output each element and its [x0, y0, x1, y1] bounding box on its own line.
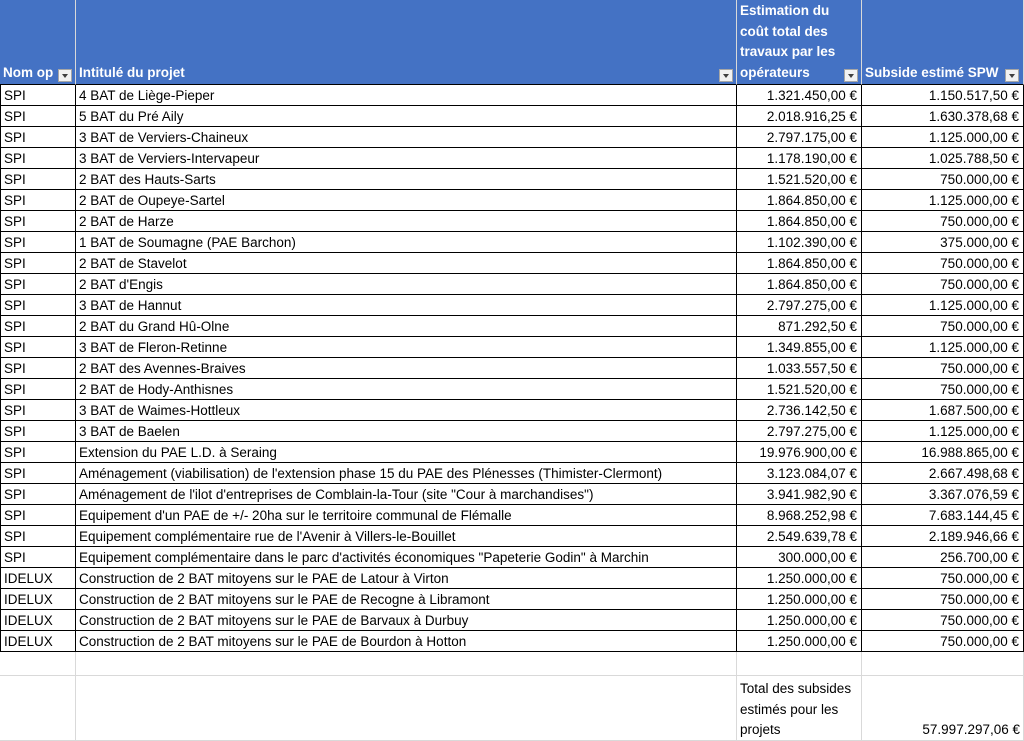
table-row — [0, 190, 1024, 211]
table-row — [0, 127, 1024, 148]
cell-intitule[interactable]: 3 BAT de Baelen — [76, 421, 737, 442]
cell-estimation[interactable]: 2.797.275,00 € — [737, 421, 862, 442]
header-cell-intitule[interactable] — [76, 0, 737, 85]
cell-estimation[interactable]: 1.321.450,00 € — [737, 85, 862, 106]
cell-intitule[interactable]: 2 BAT des Avennes-Braives — [76, 358, 737, 379]
cell-estimation[interactable]: 1.864.850,00 € — [737, 253, 862, 274]
filter-dropdown-icon[interactable] — [719, 69, 733, 82]
table-row — [0, 589, 1024, 610]
cell-subside[interactable]: 750.000,00 € — [862, 316, 1024, 337]
table-row — [0, 232, 1024, 253]
cell-subside[interactable]: 1.125.000,00 € — [862, 421, 1024, 442]
cell-estimation[interactable]: 2.018.916,25 € — [737, 106, 862, 127]
table-row — [0, 442, 1024, 463]
cell-nom-op[interactable]: SPI — [0, 169, 76, 190]
cell-subside[interactable]: 2.667.498,68 € — [862, 463, 1024, 484]
cell-subside[interactable]: 750.000,00 € — [862, 379, 1024, 400]
cell-estimation[interactable]: 2.549.639,78 € — [737, 526, 862, 547]
cell-intitule[interactable]: Equipement d'un PAE de +/- 20ha sur le territoire communal de Flémalle — [76, 505, 737, 526]
cell-intitule[interactable]: Aménagement (viabilisation) de l'extension phase 15 du PAE des Plénesses (Thimister-Clermont) — [76, 463, 737, 484]
cell-intitule[interactable]: Construction de 2 BAT mitoyens sur le PAE de Barvaux à Durbuy — [76, 610, 737, 631]
empty-cell[interactable] — [862, 652, 1024, 676]
cell-subside[interactable]: 1.125.000,00 € — [862, 127, 1024, 148]
cell-intitule[interactable]: Extension du PAE L.D. à Seraing — [76, 442, 737, 463]
cell-nom-op[interactable]: IDELUX — [0, 610, 76, 631]
table-row — [0, 106, 1024, 127]
cell-estimation[interactable]: 1.521.520,00 € — [737, 169, 862, 190]
header-label-nom-op: Nom op — [3, 64, 54, 80]
cell-nom-op[interactable]: IDELUX — [0, 589, 76, 610]
cell-nom-op[interactable]: SPI — [0, 190, 76, 211]
cell-subside[interactable]: 750.000,00 € — [862, 589, 1024, 610]
cell-intitule[interactable]: 2 BAT du Grand Hû-Olne — [76, 316, 737, 337]
cell-estimation[interactable]: 1.864.850,00 € — [737, 274, 862, 295]
cell-nom-op[interactable]: SPI — [0, 295, 76, 316]
cell-subside[interactable]: 750.000,00 € — [862, 274, 1024, 295]
filter-dropdown-icon[interactable] — [844, 69, 858, 82]
cell-intitule[interactable]: 3 BAT de Hannut — [76, 295, 737, 316]
table-row — [0, 631, 1024, 652]
empty-cell[interactable] — [76, 652, 737, 676]
cell-nom-op[interactable]: SPI — [0, 85, 76, 106]
cell-nom-op[interactable]: SPI — [0, 316, 76, 337]
total-label: Total des subsides estimés pour les projets — [740, 681, 852, 737]
table-row — [0, 253, 1024, 274]
cell-estimation[interactable]: 8.968.252,98 € — [737, 505, 862, 526]
cell-estimation[interactable]: 1.521.520,00 € — [737, 379, 862, 400]
cell-nom-op[interactable]: SPI — [0, 547, 76, 568]
empty-cell[interactable] — [737, 652, 862, 676]
cell-estimation[interactable]: 1.250.000,00 € — [737, 631, 862, 652]
cell-subside[interactable]: 1.687.500,00 € — [862, 400, 1024, 421]
cell-nom-op[interactable]: SPI — [0, 505, 76, 526]
cell-nom-op[interactable]: SPI — [0, 337, 76, 358]
table-row — [0, 85, 1024, 106]
cell-subside[interactable]: 750.000,00 € — [862, 358, 1024, 379]
cell-intitule[interactable]: 3 BAT de Verviers-Intervapeur — [76, 148, 737, 169]
cell-nom-op[interactable]: SPI — [0, 127, 76, 148]
cell-nom-op[interactable]: SPI — [0, 358, 76, 379]
cell-estimation[interactable]: 1.250.000,00 € — [737, 589, 862, 610]
cell-intitule[interactable]: Construction de 2 BAT mitoyens sur le PAE de Latour à Virton — [76, 568, 737, 589]
cell-subside[interactable]: 750.000,00 € — [862, 169, 1024, 190]
empty-cell[interactable] — [0, 676, 76, 741]
cell-intitule[interactable]: 2 BAT de Hody-Anthisnes — [76, 379, 737, 400]
table-row — [0, 148, 1024, 169]
table-row — [0, 379, 1024, 400]
cell-subside[interactable]: 750.000,00 € — [862, 631, 1024, 652]
cell-nom-op[interactable]: SPI — [0, 484, 76, 505]
cell-intitule[interactable]: Equipement complémentaire dans le parc d'activités économiques "Papeterie Godin" à Marchin — [76, 547, 737, 568]
cell-intitule[interactable]: Construction de 2 BAT mitoyens sur le PAE de Recogne à Libramont — [76, 589, 737, 610]
filter-dropdown-icon[interactable] — [58, 69, 72, 82]
cell-subside[interactable]: 1.025.788,50 € — [862, 148, 1024, 169]
cell-subside[interactable]: 1.125.000,00 € — [862, 295, 1024, 316]
table-row — [0, 568, 1024, 589]
header-cell-subside[interactable] — [862, 0, 1024, 85]
cell-subside[interactable]: 750.000,00 € — [862, 610, 1024, 631]
cell-subside[interactable]: 750.000,00 € — [862, 568, 1024, 589]
filter-dropdown-icon[interactable] — [1005, 69, 1019, 82]
table-row — [0, 400, 1024, 421]
cell-estimation[interactable]: 3.941.982,90 € — [737, 484, 862, 505]
cell-nom-op[interactable]: SPI — [0, 421, 76, 442]
cell-nom-op[interactable]: SPI — [0, 400, 76, 421]
table-row — [0, 316, 1024, 337]
cell-intitule[interactable]: Aménagement de l'ilot d'entreprises de Comblain-la-Tour (site "Cour à marchandises") — [76, 484, 737, 505]
cell-estimation[interactable]: 1.250.000,00 € — [737, 568, 862, 589]
cell-estimation[interactable]: 2.797.175,00 € — [737, 127, 862, 148]
cell-estimation[interactable]: 1.864.850,00 € — [737, 211, 862, 232]
cell-estimation[interactable]: 2.736.142,50 € — [737, 400, 862, 421]
header-label-intitule: Intitulé du projet — [79, 64, 185, 80]
table-row — [0, 526, 1024, 547]
table-row — [0, 337, 1024, 358]
cell-estimation[interactable]: 1.102.390,00 € — [737, 232, 862, 253]
cell-intitule[interactable]: 1 BAT de Soumagne (PAE Barchon) — [76, 232, 737, 253]
cell-nom-op[interactable]: SPI — [0, 232, 76, 253]
cell-estimation[interactable]: 871.292,50 € — [737, 316, 862, 337]
cell-intitule[interactable]: 4 BAT de Liège-Pieper — [76, 85, 737, 106]
cell-nom-op[interactable]: SPI — [0, 148, 76, 169]
header-cell-nom-op[interactable] — [0, 0, 76, 85]
cell-estimation[interactable]: 1.864.850,00 € — [737, 190, 862, 211]
header-label-estimation: Estimation du coût total des travaux par les opérateurs — [740, 3, 836, 80]
cell-intitule[interactable]: 2 BAT de Oupeye-Sartel — [76, 190, 737, 211]
cell-estimation[interactable]: 300.000,00 € — [737, 547, 862, 568]
empty-cell[interactable] — [76, 676, 737, 741]
cell-intitule[interactable]: 2 BAT des Hauts-Sarts — [76, 169, 737, 190]
cell-subside[interactable]: 3.367.076,59 € — [862, 484, 1024, 505]
cell-intitule[interactable]: Construction de 2 BAT mitoyens sur le PAE de Bourdon à Hotton — [76, 631, 737, 652]
cell-nom-op[interactable]: IDELUX — [0, 568, 76, 589]
cell-intitule[interactable]: 2 BAT de Harze — [76, 211, 737, 232]
table-row — [0, 211, 1024, 232]
cell-subside[interactable]: 7.683.144,45 € — [862, 505, 1024, 526]
cell-subside[interactable]: 1.630.378,68 € — [862, 106, 1024, 127]
table-row — [0, 169, 1024, 190]
cell-nom-op[interactable]: SPI — [0, 274, 76, 295]
table-row — [0, 610, 1024, 631]
table-row — [0, 358, 1024, 379]
table-row — [0, 274, 1024, 295]
cell-intitule[interactable]: 3 BAT de Fleron-Retinne — [76, 337, 737, 358]
cell-subside[interactable]: 1.150.517,50 € — [862, 85, 1024, 106]
cell-intitule[interactable]: 3 BAT de Waimes-Hottleux — [76, 400, 737, 421]
cell-subside[interactable]: 256.700,00 € — [862, 547, 1024, 568]
cell-estimation[interactable]: 1.178.190,00 € — [737, 148, 862, 169]
cell-nom-op[interactable]: IDELUX — [0, 631, 76, 652]
cell-estimation[interactable]: 2.797.275,00 € — [737, 295, 862, 316]
cell-intitule[interactable]: Equipement complémentaire rue de l'Avenir à Villers-le-Bouillet — [76, 526, 737, 547]
cell-intitule[interactable]: 2 BAT de Stavelot — [76, 253, 737, 274]
cell-estimation[interactable]: 1.250.000,00 € — [737, 610, 862, 631]
empty-cell[interactable] — [0, 652, 76, 676]
header-label-subside: Subside estimé SPW — [865, 64, 999, 80]
cell-nom-op[interactable]: SPI — [0, 211, 76, 232]
cell-subside[interactable]: 1.125.000,00 € — [862, 190, 1024, 211]
cell-estimation[interactable]: 3.123.084,07 € — [737, 463, 862, 484]
total-value: 57.997.297,06 € — [922, 722, 1020, 737]
cell-nom-op[interactable]: SPI — [0, 463, 76, 484]
table-row — [0, 505, 1024, 526]
cell-estimation[interactable]: 1.033.557,50 € — [737, 358, 862, 379]
cell-subside[interactable]: 2.189.946,66 € — [862, 526, 1024, 547]
cell-subside[interactable]: 375.000,00 € — [862, 232, 1024, 253]
table-row — [0, 421, 1024, 442]
cell-intitule[interactable]: 3 BAT de Verviers-Chaineux — [76, 127, 737, 148]
table-row — [0, 484, 1024, 505]
cell-nom-op[interactable]: SPI — [0, 379, 76, 400]
cell-intitule[interactable]: 2 BAT d'Engis — [76, 274, 737, 295]
cell-estimation[interactable]: 19.976.900,00 € — [737, 442, 862, 463]
cell-intitule[interactable]: 5 BAT du Pré Aily — [76, 106, 737, 127]
cell-estimation[interactable]: 1.349.855,00 € — [737, 337, 862, 358]
cell-nom-op[interactable]: SPI — [0, 442, 76, 463]
cell-subside[interactable]: 750.000,00 € — [862, 253, 1024, 274]
cell-nom-op[interactable]: SPI — [0, 106, 76, 127]
cell-subside[interactable]: 1.125.000,00 € — [862, 337, 1024, 358]
cell-nom-op[interactable]: SPI — [0, 253, 76, 274]
table-row — [0, 463, 1024, 484]
header-cell-estimation[interactable] — [737, 0, 862, 85]
cell-subside[interactable]: 750.000,00 € — [862, 211, 1024, 232]
table-row — [0, 547, 1024, 568]
table-row — [0, 295, 1024, 316]
cell-nom-op[interactable]: SPI — [0, 526, 76, 547]
cell-subside[interactable]: 16.988.865,00 € — [862, 442, 1024, 463]
